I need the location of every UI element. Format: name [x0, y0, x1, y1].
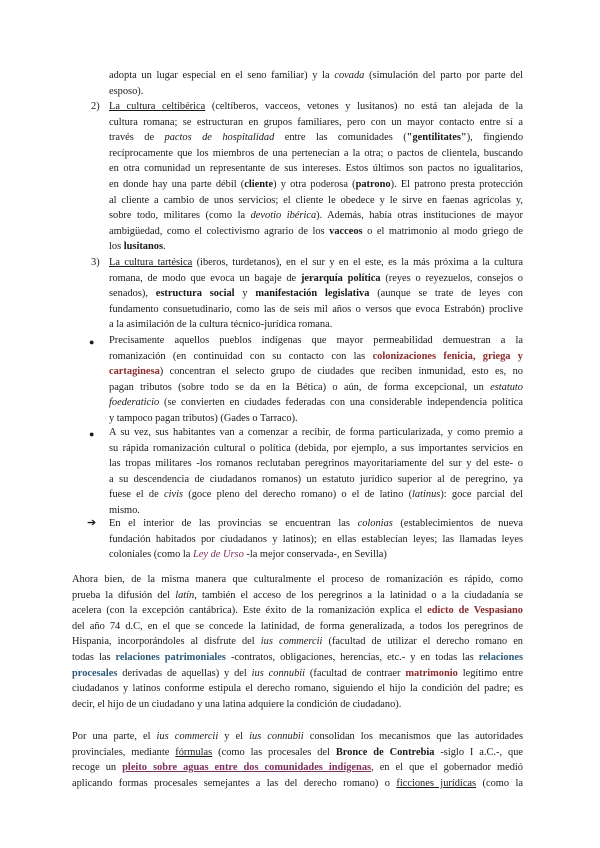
term-formulas: fórmulas	[175, 746, 213, 758]
item2-paragraph	[109, 99, 523, 255]
text-run: (reyes o reyezuelos, consejos o	[380, 272, 523, 284]
text-run	[109, 395, 523, 411]
text-run: y el	[218, 731, 250, 742]
text-run: -siglo I a.C.-, que	[434, 746, 523, 758]
text-run: (establecimientos de nueva	[392, 518, 523, 529]
text-run: mismo.	[109, 504, 140, 516]
text-run: .	[163, 241, 166, 253]
term-ius-commercii: ius commercii	[260, 636, 323, 648]
text-run: a su descendencia de ciudadanos romanos) un estatuto jurídico superior al de peregrino, ya	[109, 473, 523, 485]
text-run: (iberos, turdetanos), en el sur y en el este, es la más próxima a la cultura	[192, 257, 523, 268]
text-run: las tropas militares -los romanos reclutaban peregrinos mayoritariamente del sur y del este- o	[109, 458, 523, 470]
term-relaciones: relaciones	[478, 651, 524, 663]
item2-number: 2)	[91, 101, 100, 112]
text-run: consolidan los mecanismos que las autoridades	[303, 731, 523, 742]
text-run: o el matrimonio al modo griego de	[362, 225, 523, 237]
text-run: (facultad de utilizar el derecho romano en	[322, 636, 524, 648]
text-run: (se convierten en ciudades federadas con una considerable independencia política	[159, 397, 523, 409]
text-run: (como las procesales del	[212, 746, 336, 758]
text-run	[109, 130, 523, 146]
text-run: romanización (en continuidad con su contacto con las	[109, 350, 373, 362]
text-run: -la mejor conservada-, en Sevilla)	[243, 549, 387, 561]
item3-number: 3)	[91, 257, 100, 268]
text-run	[72, 745, 523, 761]
text-run: legítimo entre	[457, 667, 523, 679]
text-run	[72, 729, 523, 745]
paragraph-mecanismos	[72, 729, 523, 791]
text-run: prueba la difusión del	[72, 589, 176, 601]
text-run	[109, 177, 523, 193]
term-procesales: procesales	[72, 667, 118, 679]
term-jerarquia: jerarquía política	[300, 272, 381, 284]
paragraph-romanizacion	[72, 572, 523, 712]
term-vacceos: vacceos	[329, 225, 363, 237]
text-run	[109, 239, 523, 255]
term-colonias: colonias	[357, 518, 393, 529]
text-run	[109, 286, 523, 302]
term-cartaginesa: cartaginesa	[109, 366, 160, 378]
item2-title: La cultura celtibérica	[109, 101, 206, 112]
text-run: ). El patrono presta protección	[390, 178, 523, 190]
text-run: todas las	[72, 651, 116, 663]
text-run	[109, 516, 523, 532]
text-run: En el interior de las provincias se encuentran las	[109, 518, 358, 529]
text-run: coloniales (como la	[109, 549, 193, 561]
text-run: (facultad de contraer	[305, 667, 406, 679]
text-run: fundación habitados por ciudadanos y latinos); en ellas establecían leyes; las llamadas leyes	[109, 533, 523, 545]
text-run: Precisamente aquellos pueblos indígenas que mayor permeabilidad demuestran a la	[109, 335, 523, 346]
text-run: ciudadanos y latinos conforme estipula el derecho romano, siguiendo el hijo la condición del padre; es	[72, 683, 523, 695]
text-run: decir, el hijo de un ciudadano y una latina adquiere la condición de ciudadano).	[72, 698, 402, 710]
term-cliente: cliente	[244, 178, 274, 190]
term-edicto-vespasiano: edicto de Vespasiano	[427, 605, 523, 617]
arrow-bullet-icon: ➔	[87, 517, 97, 529]
text-run: del año 74 d.C, en el que se concede la latinidad, de forma generalizada, a todos los peregrinos de	[72, 620, 523, 632]
text-run	[109, 208, 523, 224]
text-run: cultura romana; se estructuran en grupos familiares, pero con un mayor contacto entre sí a	[109, 116, 523, 128]
text-run	[109, 487, 523, 503]
text-run: senados),	[109, 288, 156, 300]
text-run: pagan tributos (sobre todo se da en la Bética) o aún, de forma excepcional, un	[109, 381, 491, 393]
text-run	[72, 603, 523, 619]
text-run	[72, 588, 523, 604]
bullet-dot: ●	[89, 429, 95, 439]
bullet1-paragraph	[109, 333, 523, 427]
text-run: Hispania, incorporándoles al disfrute del	[72, 636, 261, 648]
term-ius-connubii: ius connubii	[249, 731, 304, 742]
text-run: aplicando formas procesales semejantes a las del derecho romano) o	[72, 777, 397, 789]
text-run: en donde hay una parte débil (	[109, 178, 245, 190]
text-run	[72, 776, 523, 792]
text-run: (aunque se trate de leyes con	[369, 288, 523, 300]
term-pleito: pleito sobre aguas entre dos comunidades indígenas	[122, 762, 372, 774]
text-run: recoge un	[72, 762, 123, 774]
text-run	[109, 364, 523, 380]
text-run: ). Además, había otras instituciones de mayor	[316, 210, 524, 222]
text-run	[109, 224, 523, 240]
text-run: los	[109, 241, 124, 253]
term-covada: covada	[334, 70, 365, 81]
text-run	[72, 634, 523, 650]
term-pactos-hospitalidad: pactos de hospitalidad	[164, 132, 275, 144]
term-relaciones-patrimoniales: relaciones patrimoniales	[115, 651, 226, 663]
term-ius-connubii: ius connubii	[251, 667, 306, 679]
term-ius-commercii: ius commercii	[156, 731, 219, 742]
term-gentilitates: "gentilitates"	[406, 132, 467, 144]
arrow1-paragraph	[109, 516, 523, 563]
text-run	[72, 666, 523, 682]
term-patrono: patrono	[355, 178, 391, 190]
text-run	[72, 760, 523, 776]
text-run	[109, 547, 523, 563]
term-matrimonio: matrimonio	[405, 667, 458, 679]
text-run: ) concentran el selecto grupo de ciudades que reciben inmunidad, esto es, no	[159, 366, 523, 378]
text-run: -contratos, obligaciones, herencias, etc.- y en todas las	[225, 651, 479, 663]
item1-continuation	[109, 68, 523, 99]
text-run	[109, 255, 523, 271]
term-civis: civis	[163, 489, 184, 501]
term-foederaticio: foederaticio	[109, 397, 160, 409]
text-run: fundamento consuetudinario, como las de seis mil años o versos que evoca Estrabón) proclive	[109, 303, 523, 315]
term-ley-urso: Ley de Urso	[192, 549, 244, 561]
text-run: adopta un lugar especial en el seno familiar) y la	[109, 70, 335, 81]
text-run: provinciales, mediante	[72, 746, 176, 758]
text-run: (como la	[476, 777, 523, 789]
text-run: ), fingiendo	[466, 132, 524, 144]
text-run: ) y otra poderosa (	[273, 178, 356, 190]
text-run: (goce pleno del derecho romano) o el de latino (	[183, 489, 413, 501]
text-run	[109, 271, 523, 287]
bullet-dot: ●	[89, 337, 95, 347]
text-run: acelera (con la excepción cantábrica). Este éxito de la romanización explica el	[72, 605, 428, 617]
text-run: romana, de modo que evoca un bagaje de	[109, 272, 301, 284]
term-devotio: devotio ibérica	[250, 210, 317, 222]
text-run: fuese el de	[109, 489, 164, 501]
term-lusitanos: lusitanos	[123, 241, 164, 253]
text-run: su rápida romanización cultural o política (debida, por ejemplo, a sus importantes servicios en	[109, 442, 523, 454]
text-run	[72, 650, 523, 666]
term-bronce-contrebia: Bronce de Contrebia	[335, 746, 435, 758]
text-run: entre las comunidades (	[274, 132, 407, 144]
term-manifestacion: manifestación legislativa	[255, 288, 370, 300]
text-run: A su vez, sus habitantes van a comenzar a recibir, de forma particularizada, y como premio a	[109, 427, 523, 438]
text-run: ambigüedad, como el colectivismo agrario de los	[109, 225, 330, 237]
text-run	[109, 99, 523, 115]
text-run: a la asimilación de la cultura técnico-jurídica romana.	[109, 319, 333, 331]
item3-title: La cultura tartésica	[109, 257, 193, 268]
text-run	[109, 380, 523, 396]
term-ficciones: ficciones jurídicas	[396, 777, 477, 789]
term-colonizaciones: colonizaciones fenicia, griega y	[372, 350, 523, 362]
bullet2-paragraph	[109, 425, 523, 519]
text-run: ): goce parcial del	[440, 489, 523, 501]
term-estatuto: estatuto	[490, 381, 523, 393]
text-run	[109, 349, 523, 365]
text-run: derivadas de aquellas) y del	[117, 667, 252, 679]
text-run: en otra comunidad un representante de sus intereses. Estos últimos son pactos no igualitarios,	[109, 163, 523, 175]
item3-paragraph	[109, 255, 523, 333]
term-latin: latín	[175, 589, 195, 601]
text-run: recíprocamente que los miembros de una pertenecían a la otra; o pactos de clientela, buscando	[109, 147, 523, 159]
text-run: , en el que el gobernador medió	[371, 762, 523, 774]
term-latinus: latinus	[412, 489, 441, 501]
text-run: Por una parte, el	[72, 731, 157, 742]
text-run: y tampoco pagan tributos) (Gades o Tarraco).	[109, 412, 298, 424]
text-run: y	[234, 288, 256, 300]
term-estructura-social: estructura social	[155, 288, 235, 300]
text-run: , también el acceso de los peregrinos a la latinidad o a la ciudadanía se	[194, 589, 524, 601]
text-run: al cliente a cambio de unos servicios; el cliente le obedece y le sirve en faenas agrícolas y,	[109, 194, 523, 206]
text-run: Ahora bien, de la misma manera que culturalmente el proceso de romanización es rápido, como	[72, 574, 523, 585]
text-run	[109, 68, 523, 84]
text-run: (simulación del parto por parte del	[364, 70, 523, 81]
text-run: través de	[109, 132, 165, 144]
text-run: (celtíberos, vacceos, vetones y lusitanos) no está tan alejada de la	[205, 101, 524, 112]
text-run: sobre todo, militares (como la	[109, 210, 251, 222]
text-run: esposo).	[109, 85, 144, 97]
